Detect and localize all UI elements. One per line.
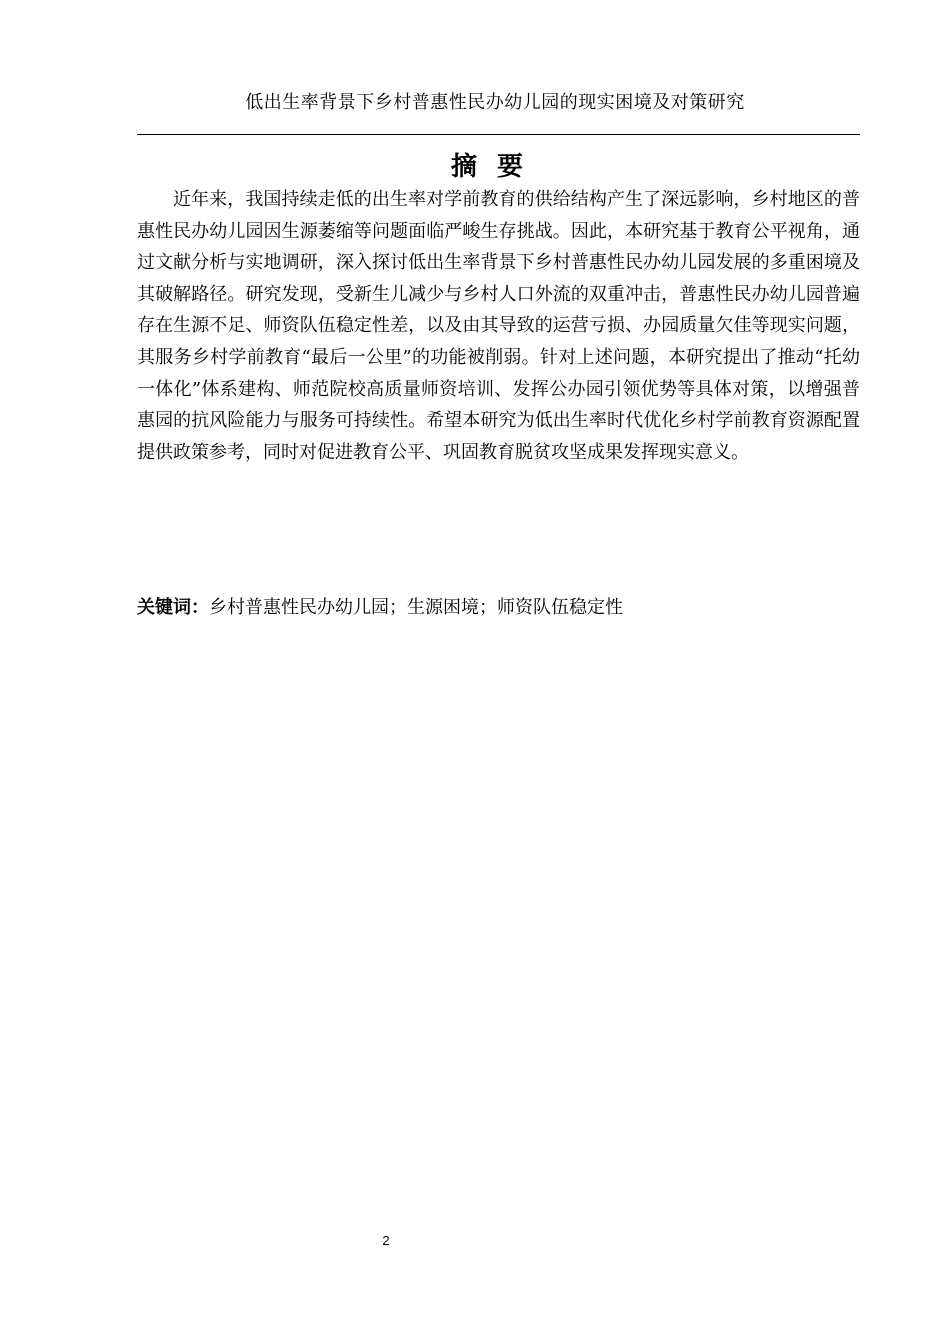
- keywords-line: [137, 593, 860, 623]
- keywords-value: 乡村普惠性民办幼儿园；生源困境；师资队伍稳定性: [209, 597, 623, 618]
- abstract-body: 近年来，我国持续走低的出生率对学前教育的供给结构产生了深远影响，乡村地区的普惠性民办幼儿园因生源萎缩等问题面临严峻生存挑战。因此，本研究基于教育公平视角，通过文献分析与实地调研，深入探讨低出生率背景下乡村普惠性民办幼儿园发展的多重困境及其破解路径。研究发现，受新生儿减少与乡村人口外流的双重冲击，普惠性民办幼儿园普遍存在生源不足、师资队伍稳定性差，以及由其导致的运营亏损、办园质量欠佳等现实问题，其服务乡村学前教育“最后一公里”的功能被削弱。针对上述问题，本研究提出了推动“托幼一体化”体系建构、师范院校高质量师资培训、发挥公办园引领优势等具体对策，以增强普惠园的抗风险能力与服务可持续性。希望本研究为低出生率时代优化乡村学前教育资源配置提供政策参考，同时对促进教育公平、巩固教育脱贫攻坚成果发挥现实意义。: [137, 189, 860, 463]
- page-number: 2: [382, 1233, 390, 1248]
- running-header: 低出生率背景下乡村普惠性民办幼儿园的现实困境及对策研究: [245, 92, 745, 113]
- header-divider: [137, 134, 860, 135]
- keywords-label: 关键词：: [137, 597, 209, 618]
- abstract-title: 摘要: [450, 152, 543, 182]
